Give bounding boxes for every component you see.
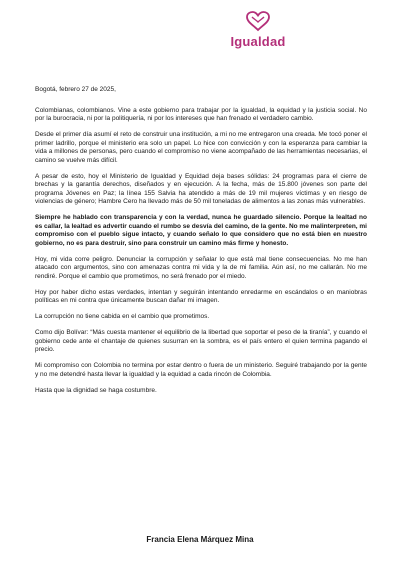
paragraph-intro: Colombianas, colombianos. Vine a este gobierno para trabajar por la igualdad, la equidad y la justicia social. No por la burocracia, ni por la politiquería, ni por los intereses que han frenado el verdadero cambio. bbox=[35, 106, 367, 123]
paragraph-corruption: La corrupción no tiene cabida en el cambio que prometimos. bbox=[35, 313, 210, 321]
paragraph-bolivar: Como dijo Bolívar: “Más cuesta mantener el equilibrio de la libertad que soportar el peso de la tiranía”, y cuando el gobierno cede ante el chantaje de quienes susurran en la sombra, es el país entero el quien termina pagando el precio. bbox=[35, 329, 367, 354]
signature-name: Francia Elena Márquez Mina bbox=[146, 535, 254, 544]
paragraph-danger: Hoy, mi vida corre peligro. Denunciar la corrupción y señalar lo que está mal tiene consecuencias. No me han atacado con argumentos, sino con amenazas contra mi vida y la de mi familia. Aún así, no me callarán. No me rendiré. Porque el cambio que prometimos, no será frenado por el miedo. bbox=[35, 255, 367, 280]
paragraph-scandals: Hoy por haber dicho estas verdades, intentan y seguirán intentando enredarme en escándalos o en maniobras políticas en mi contra que únicamente buscan dañar mi imagen. bbox=[35, 288, 367, 305]
letter-body bbox=[35, 86, 367, 403]
letter-date: Bogotá, febrero 27 de 2025, bbox=[35, 86, 116, 93]
paragraph-transparency: Siempre he hablado con transparencia y con la verdad, nunca he guardado silencio. Porque la lealtad no es callar, la lealtad es advertir cuando el rumbo se desvía del camino, de la gente. No me malinterpreten, mi compromiso con el pueblo sigue intacto, y cuando señalo lo que considero que no está bien en nuestro gobierno, no es para destruir, sino para construir un camino más firme y honesto. bbox=[35, 214, 367, 247]
paragraph-institution: Desde el primer día asumí el reto de construir una institución, a mi no me entregaron una creada. Me tocó poner el primer ladrillo, porque el ministerio era solo un papel. Lo hice con convicción y con la esperanza para cambiar la vida a millones de personas, pero cuando el compromiso no viene acompañado de las herramientas necesarias, el camino se vuelve más difícil. bbox=[35, 131, 367, 164]
hands-heart-icon bbox=[243, 10, 273, 32]
paragraph-achievements: A pesar de esto, hoy el Ministerio de Igualdad y Equidad deja bases sólidas: 24 programas para el cierre de brechas y la garantía derechos, diseñados y en ejecución. A la fecha, más de 15.800 jóvenes son parte del programa Jóvenes en Paz; la línea 155 Salvia ha atendido a más de 19 mil mujeres víctimas y en riesgo de violencias de género; Hambre Cero ha llevado más de 50 mil toneladas de alimentos a las zonas más vulnerables. bbox=[35, 172, 367, 206]
paragraph-commitment: Mi compromiso con Colombia no termina por estar dentro o fuera de un ministerio. Seguiré trabajando por la gente y no me detendré hasta llevar la igualdad y la equidad a cada rincón de Colombia. bbox=[35, 362, 367, 378]
logo-text: Igualdad bbox=[230, 34, 286, 49]
paragraph-closing: Hasta que la dignidad se haga costumbre. bbox=[35, 386, 157, 394]
igualdad-logo bbox=[208, 10, 308, 49]
